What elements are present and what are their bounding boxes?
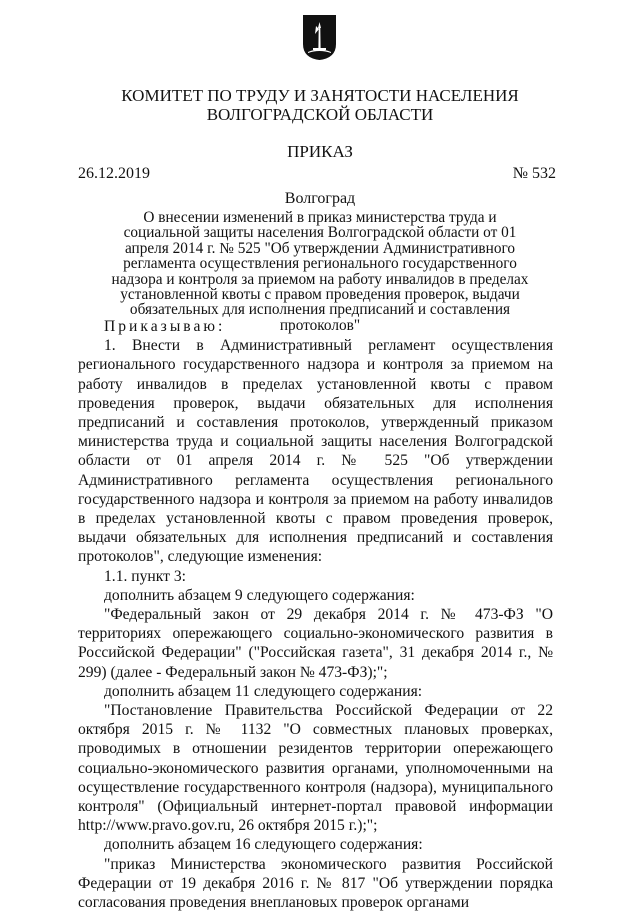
paragraph: 1. Внести в Административный регламент осуществления регионального государственного надзора и контроля за приемом на работу инвалидов в пределах установленной квоты с правом проведения проверок, выдачи обязательных для исполнения предписаний и составления протоколов, утвержденный приказом министерства труда и социальной защиты населения Волгоградской области от 01 апреля 2014 г. № 525 "Об утверждении Административного регламента осуществления регионального государственного надзора и контроля за приемом на работу инвалидов в пределах установленной квоты с правом проведения проверок, выдачи обязательных для исполнения предписаний и составления протоколов", следующие изменения:	[78, 337, 553, 566]
document-body	[78, 317, 553, 912]
paragraph: дополнить абзацем 9 следующего содержания:	[104, 586, 415, 604]
order-intro: Приказываю:	[104, 318, 226, 335]
document-number: № 532	[512, 165, 556, 182]
paragraph: дополнить абзацем 11 следующего содержания:	[104, 682, 423, 700]
organization-line-1: КОМИТЕТ ПО ТРУДУ И ЗАНЯТОСТИ НАСЕЛЕНИЯ	[121, 86, 519, 105]
document-date: 26.12.2019	[78, 165, 150, 182]
document-city: Волгоград	[284, 190, 356, 207]
paragraph: 1.1. пункт 3:	[104, 567, 186, 585]
organization-line-2: ВОЛГОГРАДСКОЙ ОБЛАСТИ	[206, 105, 434, 124]
organization-name	[0, 86, 640, 124]
coat-of-arms-icon	[302, 14, 337, 61]
document-title: О внесении изменений в приказ министерства труда и социальной защиты населения Волгоградской области от 01 апреля 2014 г. № 525 "Об утверждении Административного регламента осуществления регионального государственного надзора и контроля за приемом на работу инвалидов в пределах установленной квоты с правом проведения проверок, выдачи обязательных для исполнения предписаний и составления протоколов"	[111, 209, 529, 334]
paragraph: "Федеральный закон от 29 декабря 2014 г. № 473-ФЗ "О территориях опережающего социально-экономического развития в Российской Федерации" ("Российская газета", 31 декабря 2014 г., № 299) (далее - Федеральный закон № 473-ФЗ);";	[78, 606, 553, 681]
document-type: ПРИКАЗ	[287, 142, 353, 161]
paragraph: "Постановление Правительства Российской Федерации от 22 октября 2015 г. № 1132 "О совместных плановых проверках, проводимых в отношении резидентов территории опережающего социально-экономического развития органами, уполномоченными на осуществление государственного контроля (надзора), муниципального контроля" (Официальный интернет-портал правовой информации http://www.pravo.gov.ru, 26 октября 2015 г.);";	[78, 702, 553, 835]
paragraph: "приказ Министерства экономического развития Российской Федерации от 19 декабря 2016 г. № 817 "Об утверждении порядка согласования проведения внеплановых проверок органами	[78, 855, 553, 912]
paragraph: дополнить абзацем 16 следующего содержания:	[104, 836, 423, 854]
